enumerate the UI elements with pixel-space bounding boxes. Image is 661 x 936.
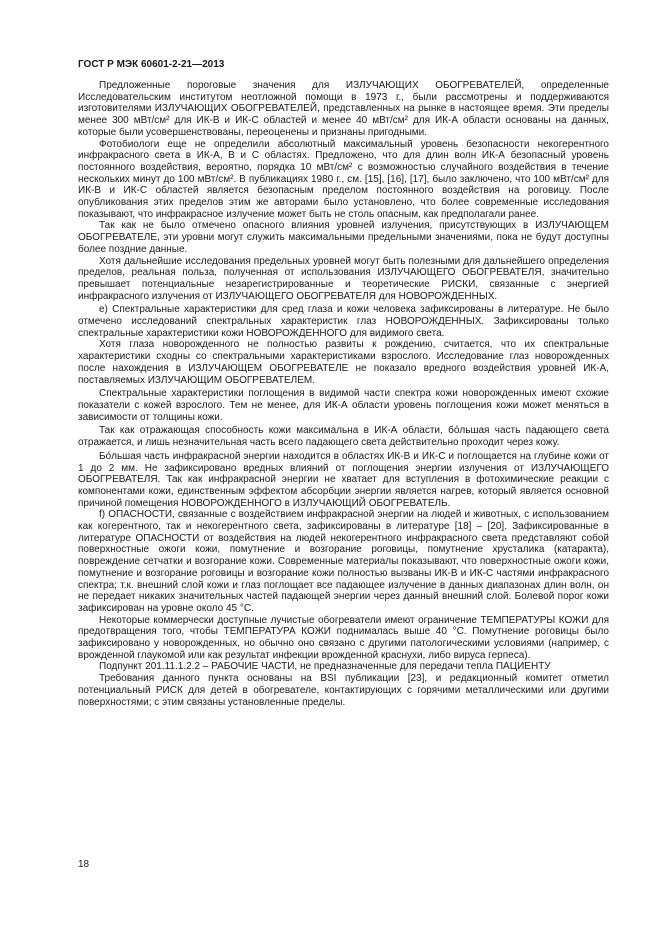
standard-header: ГОСТ Р МЭК 60601-2-21—2013 (78, 59, 225, 70)
paragraph-item-e-spectral: e) Спектральные характеристики для сред глаза и кожи человека зафиксированы в литературе. Не было отмечено исследований спектральных характеристик глаз НОВОРОЖДЕННЫХ. Зафиксированы только спектральные характеристики кожи НОВОРОЖДЕННОГО для видимого света. (78, 304, 609, 339)
paragraph-newborn-eyes: Хотя глаза новорожденного не полностью развиты к рождению, считается, что их спектральные характеристики сходны со спектральными характеристиками взрослого. Исследование глаз новорожденных после нахождения в ИЗЛУЧАЮЩЕМ ОБОГРЕВАТЕЛЕ не показало вредного воздействия уровней ИК-А, поставляемых ИЗЛУЧАЮЩИМ ОБОГРЕВАТЕЛЕМ. (78, 339, 609, 386)
page-number: 18 (78, 859, 90, 870)
paragraph-skin-absorption: Спектральные характеристики поглощения в видимой части спектра кожи новорожденных имеют схожие показатели с кожей взрослого. Тем не менее, для ИК-А области уровень поглощения кожи может меняться в зависимости от толщины кожи. (78, 388, 609, 423)
paragraph-threshold-values: Предложенные пороговые значения для ИЗЛУЧАЮЩИХ ОБОГРЕВАТЕЛЕЙ, определенные Исследовательским институтом неотложной помощи в 1973 г., были рассмотрены и поддерживаются изготовителями ИЗЛУЧАЮЩИХ ОБОГРЕВАТЕЛЕЙ, представленных на рынке в настоящее время. Эти пределы менее 300 мВт/см² для ИК-В и ИК-С областей и менее 40 мВт/см² для ИК-А области основаны на данных, которые были усовершенствованы, переоценены и признаны пригодными. (78, 80, 609, 138)
paragraph-bsi-requirements: Требования данного пункта основаны на BSI публикации [23], и редакционный комитет отметил потенциальный РИСК для детей в обогревателе, контактирующих с горячими металлическими или другими поверхностями; с этим связаны установленные пределы. (78, 673, 609, 708)
paragraph-item-f-hazards: f) ОПАСНОСТИ, связанные с воздействием инфракрасной энергии на людей и животных, с использованием как когерентного, так и некогерентного света, зафиксированы в литературе [18] – [20]. Зафиксированные в литературе ОПАСНОСТИ от воздействия на людей некогерентного инфракрасного света представляют собой поверхностные ожоги кожи, помутнение и возгорание роговицы, помутнение хрусталика (катаракта), повреждение сетчатки и возгорание кожи. Современные материалы показывают, что поверхностные ожоги кожи, помутнение и возгорание роговицы и возгорание кожи полностью вызваны ИК-В и ИК-С частями инфракрасного спектра; т.к. внешний слой кожи и глаз поглощает все падающее излучение в данных диапазонах длин волн, он не передает никаких значительных частей падающей энергии через данный внешний слой. Болевой порог кожи зафиксирован на уровне около 45 °С. (78, 509, 609, 614)
paragraph-subclause-heading: Подпункт 201.11.1.2.2 – РАБОЧИЕ ЧАСТИ, не предназначенные для передачи тепла ПАЦИЕНТУ (99, 661, 551, 673)
paragraph-skin-temperature: Некоторые коммерчески доступные лучистые обогреватели имеют ограничение ТЕМПЕРАТУРЫ КОЖИ для предотвращения того, чтобы ТЕМПЕРАТУРА КОЖИ поднималась выше 40 °С. Помутнение роговицы было зафиксировано у новорожденных, но обычно оно связано с другими патологическими условиями (например, с врожденной глаукомой или как результат инфекции врожденной краснухи, либо вируса герпеса). (78, 614, 609, 661)
paragraph-infrared-energy: Бо́льшая часть инфракрасной энергии находится в областях ИК-В и ИК-С и поглощается на глубине кожи от 1 до 2 мм. Не зафиксировано вредных влияний от поглощения энергии излучения от ИЗЛУЧАЮЩЕГО ОБОГРЕВАТЕЛЯ. Так как инфракрасной энергии не хватает для вступления в фотохимические реакции с компонентами кожи, единственным эффектом абсорбции энергии является нагрев, который является основной причиной помещения НОВОРОЖДЕННОГО в ИЗЛУЧАЮЩИЙ ОБОГРЕВАТЕЛЬ. (78, 450, 609, 509)
paragraph-skin-reflectivity: Так как отражающая способность кожи максимальна в ИК-А области, бо́льшая часть падающего света отражается, и лишь незначительная часть всего падающего света действительно проходит через кожу. (78, 425, 609, 449)
document-body (78, 80, 609, 708)
paragraph-no-hazard-observed: Так как не было отмечено опасного влияния уровней излучения, присутствующих в ИЗЛУЧАЮЩЕМ ОБОГРЕВАТЕЛЕ, эти уровни могут служить максимальными предельными значениями, пока не будут доступны более поздние данные. (78, 220, 609, 255)
paragraph-photobiologists: Фотобиологи еще не определили абсолютный максимальный уровень безопасности некогерентного инфракрасного света в ИК-А, В и С областях. Предложено, что для длин волн ИК-А безопасный уровень постоянного воздействия, вероятно, порядка 10 мВт/см² с возможностью случайного воздействия в течение нескольких минут до 100 мВт/см². В публикациях 1980 г., см. [15], [16], [17], было заключено, что 100 мВт/см² для ИК-В и ИК-С областей является безопасным пределом постоянного воздействия на роговицу. После опубликования этих пределов этим же авторами было установлено, что более современные исследования показывают, что инфракрасное излучение может быть не столь опасным, как предполагали ранее. (78, 138, 609, 220)
paragraph-further-research: Хотя дальнейшие исследования предельных уровней могут быть полезными для дальнейшего определения пределов, реальная польза, полученная от использования ИЗЛУЧАЮЩЕГО ОБОГРЕВАТЕЛЯ, значительно превышает потенциальные незарегистрированные и теоретические РИСКИ, связанные с энергией инфракрасного излучения от ИЗЛУЧАЮЩЕГО ОБОГРЕВАТЕЛЯ для НОВОРОЖДЕННЫХ. (78, 255, 609, 302)
